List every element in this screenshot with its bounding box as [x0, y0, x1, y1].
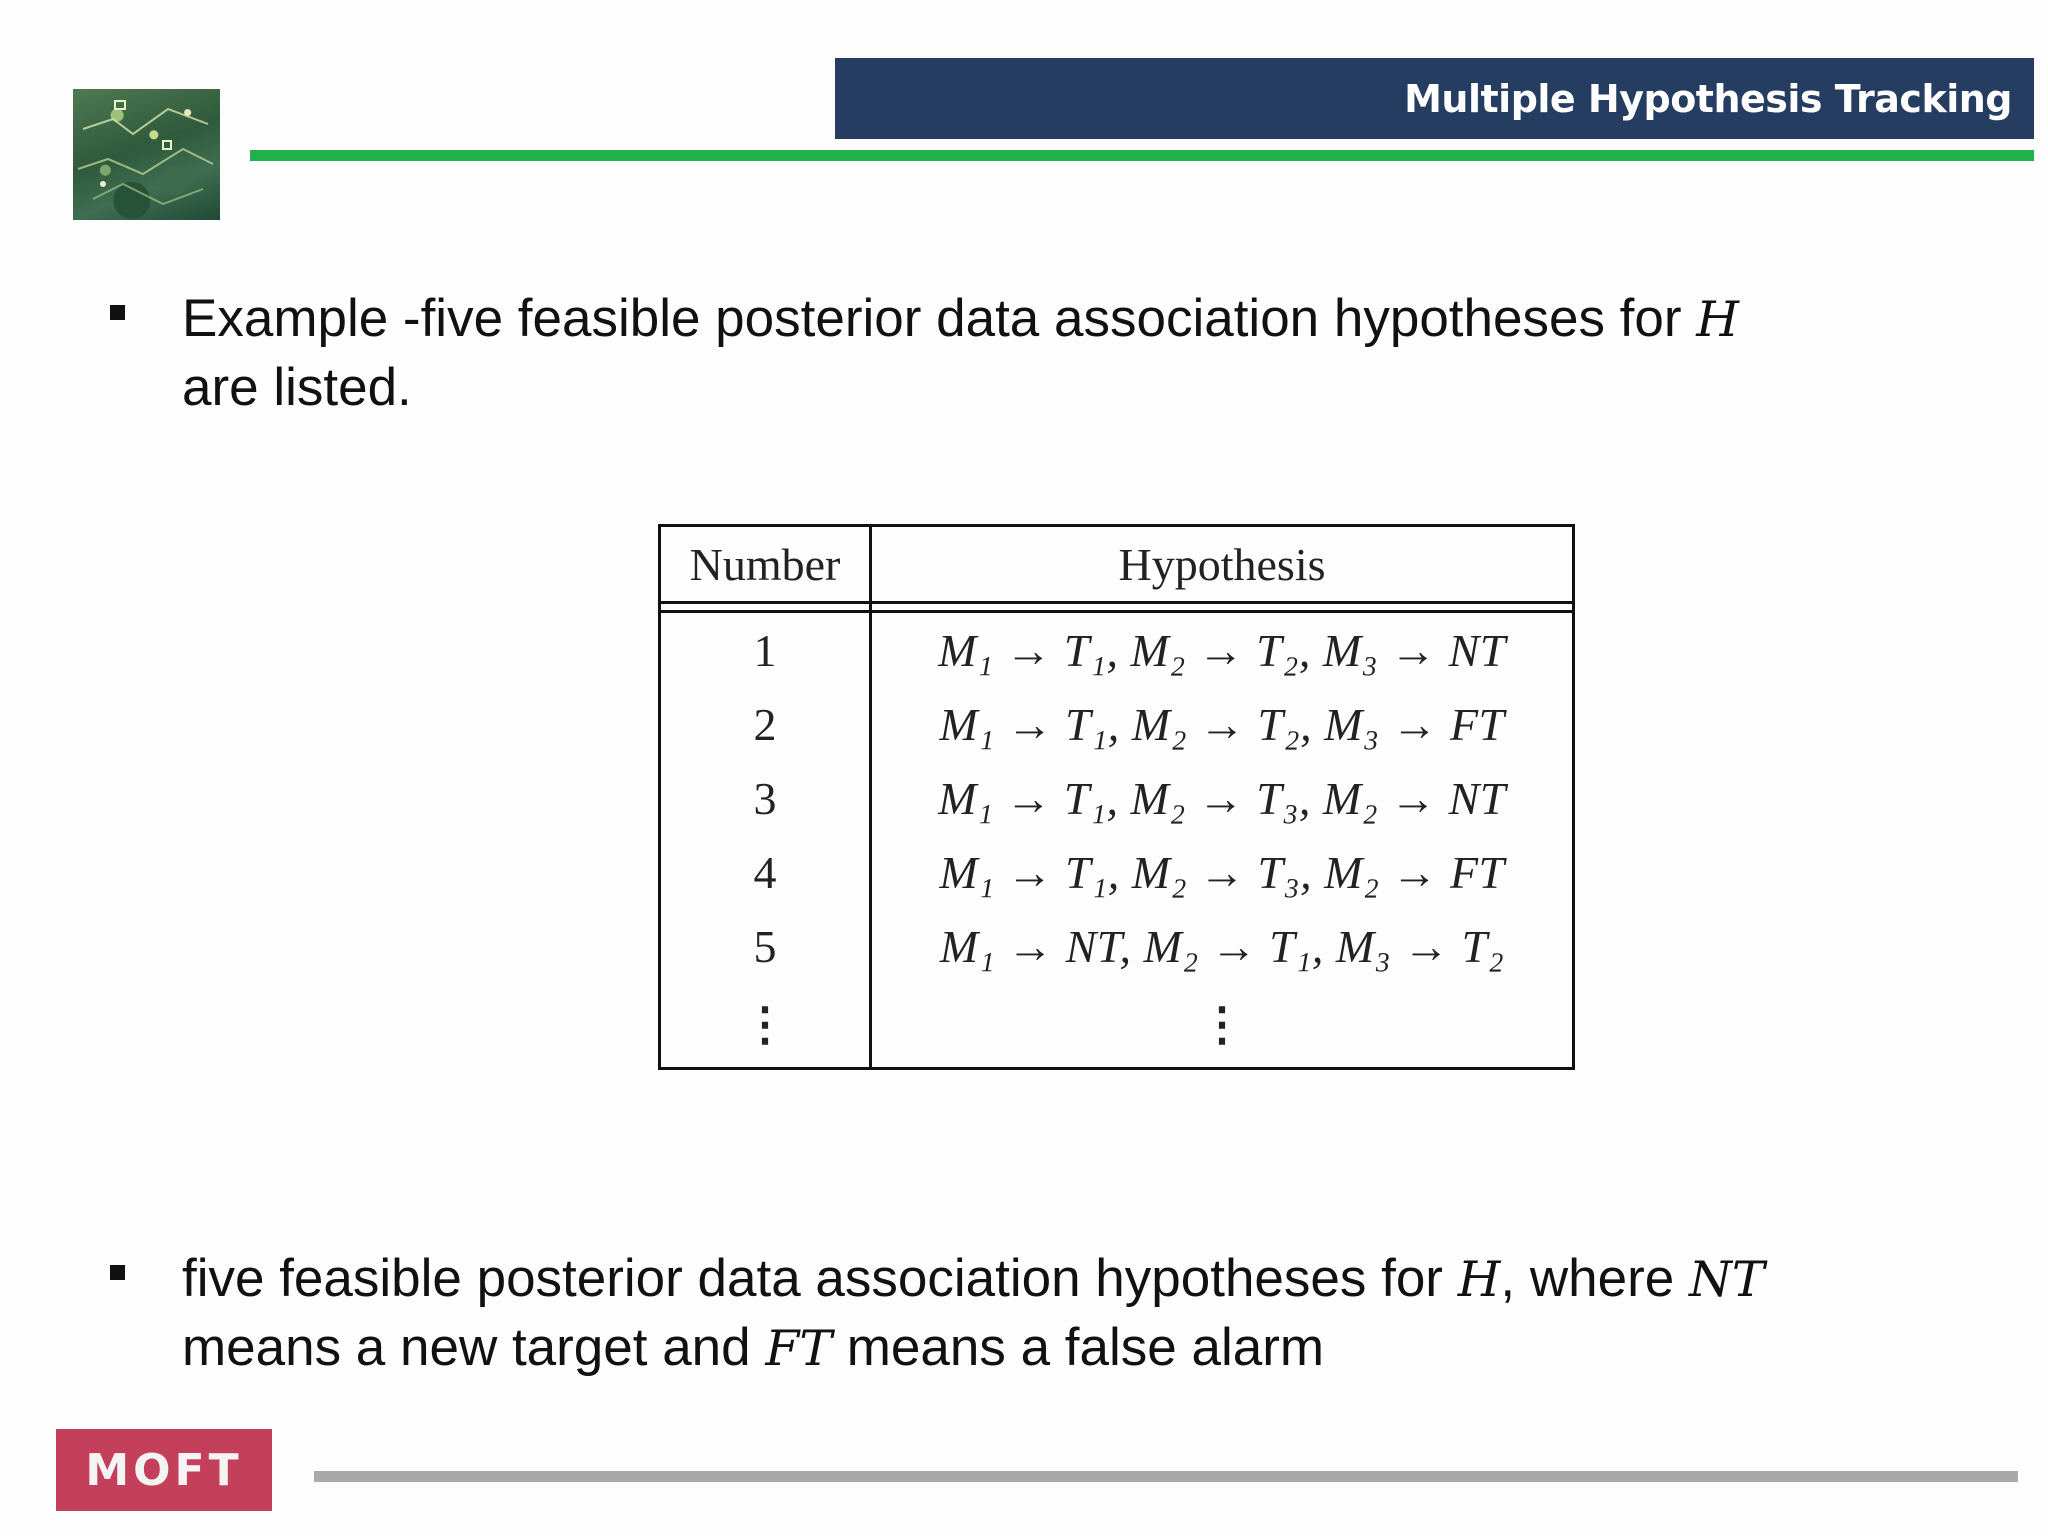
- row-hypothesis: M₁ → T₁, M₂ → T₂, M₃ → NT: [871, 612, 1574, 688]
- row-number: 1: [660, 612, 871, 688]
- vertical-ellipsis-icon: ⋮: [660, 983, 871, 1069]
- row-hypothesis: M₁ → T₁, M₂ → T₃, M₂ → FT: [871, 835, 1574, 909]
- bullet-example-text: Example -five feasible posterior data association hypotheses for H are listed.: [182, 289, 1739, 417]
- table-row-continuation: [660, 983, 1574, 1069]
- row-hypothesis: M₁ → T₁, M₂ → T₃, M₂ → NT: [871, 761, 1574, 835]
- header-thumbnail-image: [73, 89, 220, 220]
- math-H: H: [1457, 1251, 1501, 1308]
- table-header-separator: [660, 603, 1574, 612]
- moft-logo-text: MOFT: [85, 1444, 243, 1496]
- column-header-number: Number: [660, 526, 871, 603]
- table-header-row: [660, 526, 1574, 603]
- math-FT: FT: [765, 1320, 833, 1377]
- column-header-hypothesis: Hypothesis: [871, 526, 1574, 603]
- footer-divider: [314, 1471, 2018, 1482]
- square-bullet-icon: [110, 305, 125, 320]
- hypothesis-table: [658, 524, 1575, 1070]
- table-row: [660, 761, 1574, 835]
- vertical-ellipsis-icon: ⋮: [871, 983, 1574, 1069]
- row-hypothesis: M₁ → T₁, M₂ → T₂, M₃ → FT: [871, 687, 1574, 761]
- row-hypothesis: M₁ → NT, M₂ → T₁, M₃ → T₂: [871, 909, 1574, 983]
- row-number: 3: [660, 761, 871, 835]
- row-number: 5: [660, 909, 871, 983]
- math-H: H: [1696, 291, 1739, 348]
- row-number: 2: [660, 687, 871, 761]
- header-divider: [250, 150, 2034, 161]
- table-row: [660, 687, 1574, 761]
- square-bullet-icon: [110, 1265, 125, 1280]
- slide-title: Multiple Hypothesis Tracking: [1404, 76, 2012, 121]
- math-NT: NT: [1688, 1251, 1765, 1308]
- moft-logo: [56, 1429, 272, 1511]
- table-row: [660, 909, 1574, 983]
- row-number: 4: [660, 835, 871, 909]
- slide-title-bar: [835, 58, 2034, 139]
- table-row: [660, 835, 1574, 909]
- table-row: [660, 612, 1574, 688]
- bullet-definition-text: five feasible posterior data association hypotheses for H, where NT means a new target and FT means a false alarm: [182, 1249, 1765, 1377]
